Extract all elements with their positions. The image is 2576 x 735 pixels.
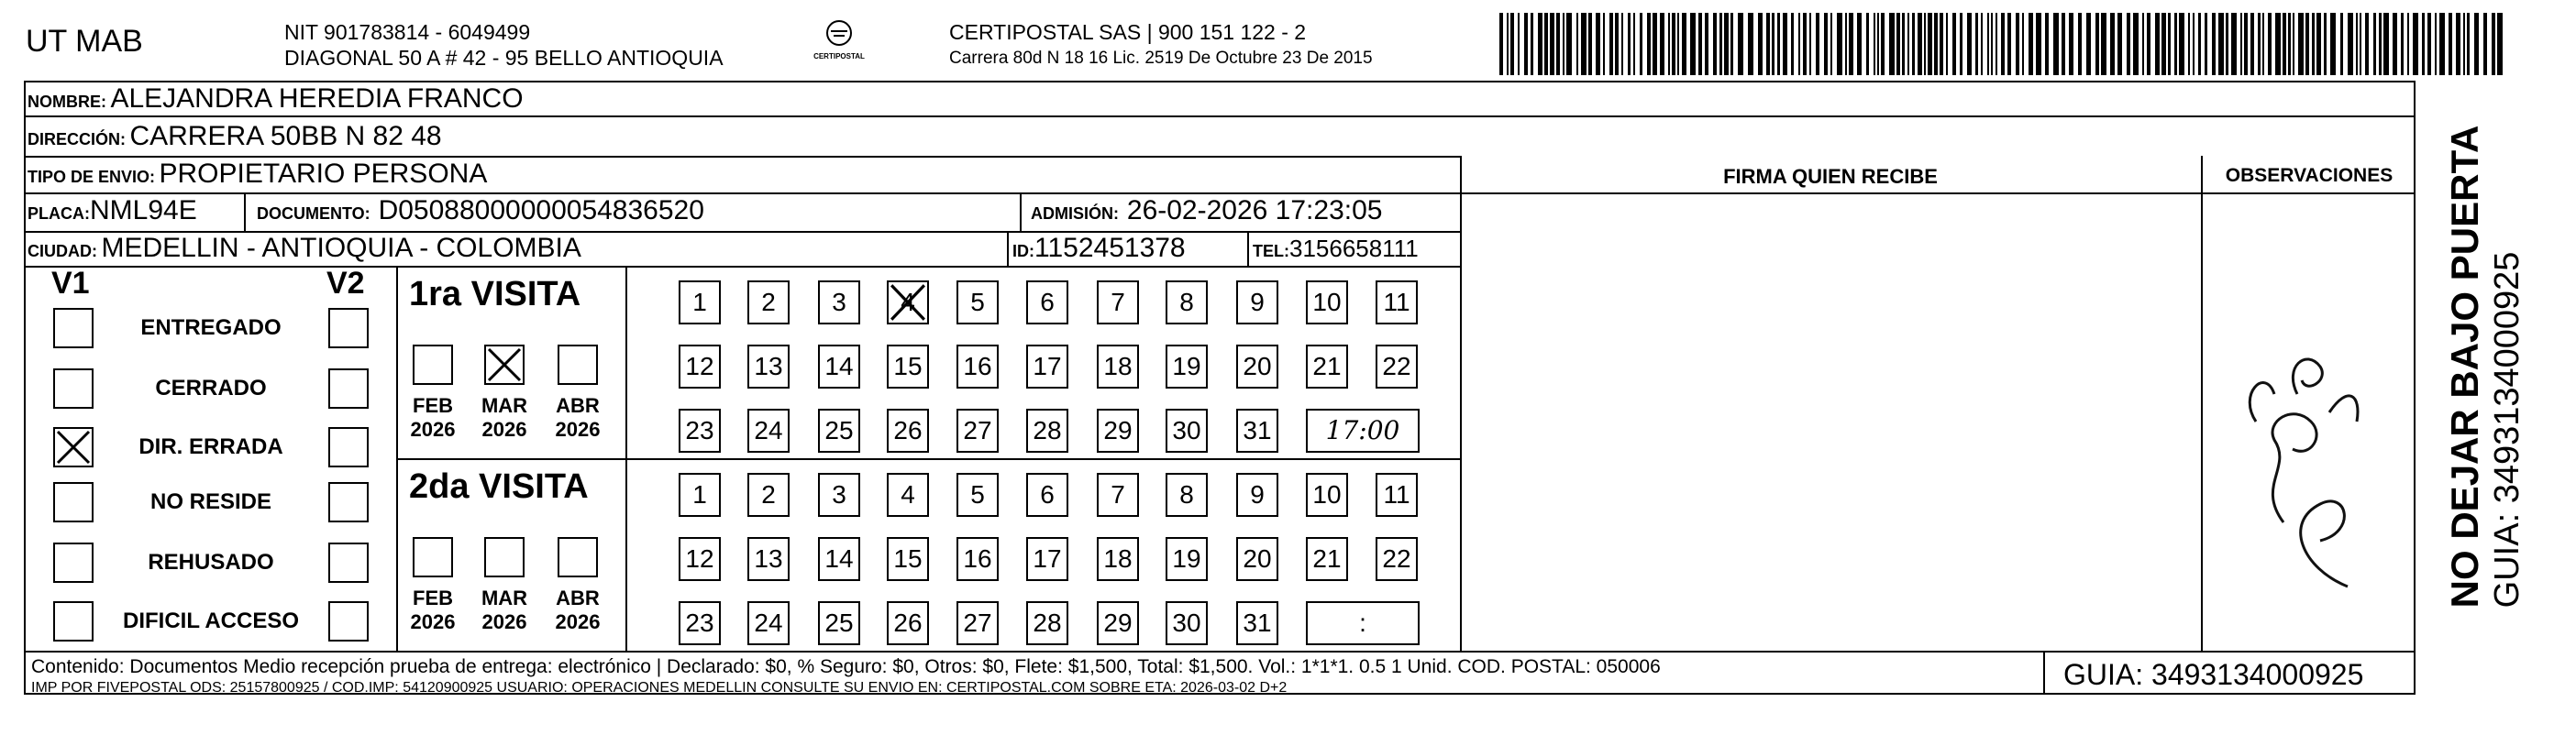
month-year: 2026 <box>410 610 456 633</box>
footer-imp: IMP POR FIVEPOSTAL ODS: 25157800925 / COD.IMP: 54120900925 USUARIO: OPERACIONES MEDELLIN CONSULTE SU ENVIO EN: CERTIPOSTAL.COM SOBRE ETA: 2026-03-02 D+2 <box>31 680 1288 696</box>
doc-label: DOCUMENTO: <box>257 204 370 223</box>
day-box[interactable]: 10 <box>1306 473 1348 517</box>
day-box[interactable]: 30 <box>1166 601 1208 645</box>
month-label: MAR <box>481 587 528 609</box>
month-checkbox[interactable] <box>558 537 598 577</box>
status-label: DIFICIL ACCESO <box>122 609 299 633</box>
day-box[interactable]: 2 <box>747 280 790 324</box>
day-box[interactable]: 31 <box>1236 409 1278 453</box>
footer-guia: GUIA: 3493134000925 <box>2063 658 2364 691</box>
status-v1-checkbox[interactable] <box>53 308 94 348</box>
city-label: CIUDAD: <box>28 242 97 260</box>
footer-content: Contenido: Documentos Medio recepción prueba de entrega: electrónico | Declarado: $0, % Seguro: $0, Otros: $0, Flete: $1,500, Total: $1,500. Vol.: 1*1*1. 0.5 1 Unid. COD. POSTAL: 050006 <box>31 656 1661 677</box>
day-box[interactable]: 25 <box>818 409 860 453</box>
day-box[interactable]: 29 <box>1097 601 1139 645</box>
day-box[interactable]: 7 <box>1097 280 1139 324</box>
status-v2-checkbox[interactable] <box>328 308 369 348</box>
day-box[interactable]: 19 <box>1166 537 1208 581</box>
day-box[interactable]: 20 <box>1236 345 1278 389</box>
day-box[interactable]: 16 <box>956 537 999 581</box>
day-box[interactable]: 22 <box>1376 537 1418 581</box>
day-box[interactable]: 1 <box>679 280 721 324</box>
day-box[interactable]: 31 <box>1236 601 1278 645</box>
day-box[interactable]: 17 <box>1026 345 1068 389</box>
day-box[interactable]: 23 <box>679 409 721 453</box>
day-box[interactable]: 14 <box>818 537 860 581</box>
side-warning: NO DEJAR BAJO PUERTA <box>2443 125 2486 609</box>
status-label: ENTREGADO <box>140 315 282 340</box>
visit2-title: 2da VISITA <box>409 467 589 506</box>
day-box[interactable]: 27 <box>956 409 999 453</box>
status-v1-checkbox[interactable] <box>53 601 94 642</box>
status-v1-checkbox[interactable] <box>53 482 94 522</box>
status-v1-checkbox[interactable] <box>53 543 94 583</box>
month-label: FEB <box>413 394 453 417</box>
tel-row <box>1253 235 1419 263</box>
month-year: 2026 <box>481 418 527 441</box>
barcode <box>1499 13 2508 75</box>
id-label: ID: <box>1012 242 1034 260</box>
status-label: DIR. ERRADA <box>138 434 283 459</box>
time-box[interactable]: 17:00 <box>1306 409 1420 453</box>
day-box[interactable]: 8 <box>1166 280 1208 324</box>
status-v2-checkbox[interactable] <box>328 601 369 642</box>
day-box[interactable]: 3 <box>818 473 860 517</box>
admission-value: 26-02-2026 17:23:05 <box>1126 195 1383 225</box>
plate-value: NML94E <box>90 195 197 225</box>
day-box[interactable]: 28 <box>1026 601 1068 645</box>
month-year: 2026 <box>555 610 601 633</box>
day-box[interactable]: 19 <box>1166 345 1208 389</box>
day-box[interactable]: 11 <box>1376 473 1418 517</box>
logo-text: CERTIPOSTAL <box>813 52 865 60</box>
day-box[interactable]: 18 <box>1097 537 1139 581</box>
city-value: MEDELLIN - ANTIOQUIA - COLOMBIA <box>101 233 581 263</box>
tel-label: TEL: <box>1253 242 1289 260</box>
day-box[interactable] <box>887 280 929 324</box>
day-box[interactable]: 14 <box>818 345 860 389</box>
month-label: FEB <box>413 587 453 609</box>
status-v2-checkbox[interactable] <box>328 482 369 522</box>
day-box[interactable]: 13 <box>747 537 790 581</box>
day-box[interactable]: 15 <box>887 345 929 389</box>
day-box[interactable]: 26 <box>887 409 929 453</box>
month-label: ABR <box>556 587 600 609</box>
day-box[interactable]: 29 <box>1097 409 1139 453</box>
type-row <box>28 159 487 190</box>
month-year: 2026 <box>555 418 601 441</box>
time-box[interactable]: : <box>1306 601 1420 645</box>
day-box[interactable]: 9 <box>1236 473 1278 517</box>
status-v2-checkbox[interactable] <box>328 427 369 467</box>
month-checkbox[interactable] <box>558 345 598 385</box>
day-box[interactable]: 24 <box>747 601 790 645</box>
day-box[interactable]: 12 <box>679 537 721 581</box>
company-name: UT MAB <box>26 24 143 59</box>
status-v1-checkbox[interactable] <box>53 427 94 467</box>
doc-value: D05088000000054836520 <box>378 195 704 225</box>
admission-label: ADMISIÓN: <box>1031 204 1119 223</box>
day-box[interactable]: 26 <box>887 601 929 645</box>
side-guia: GUIA: 3493134000925 <box>2488 251 2526 609</box>
type-value: PROPIETARIO PERSONA <box>159 159 488 189</box>
day-box[interactable]: 16 <box>956 345 999 389</box>
logo-icon <box>821 18 857 49</box>
status-label: REHUSADO <box>148 550 274 575</box>
address-label: DIRECCIÓN: <box>28 130 126 148</box>
certipostal-logo <box>807 18 871 70</box>
day-box[interactable]: 13 <box>747 345 790 389</box>
day-box[interactable]: 28 <box>1026 409 1068 453</box>
day-box[interactable]: 12 <box>679 345 721 389</box>
month-checkbox[interactable] <box>413 345 453 385</box>
month-year: 2026 <box>481 610 527 633</box>
day-box[interactable]: 6 <box>1026 280 1068 324</box>
carrier-license: Carrera 80d N 18 16 Lic. 2519 De Octubre 23 De 2015 <box>949 49 1373 68</box>
city-row <box>28 233 581 264</box>
plate-label: PLACA: <box>28 204 90 223</box>
month-checkbox[interactable] <box>413 537 453 577</box>
name-row <box>28 83 524 115</box>
x-mark-icon <box>486 346 523 383</box>
day-box[interactable]: 8 <box>1166 473 1208 517</box>
day-box[interactable]: 11 <box>1376 280 1418 324</box>
day-box[interactable]: 7 <box>1097 473 1139 517</box>
day-box[interactable]: 6 <box>1026 473 1068 517</box>
name-label: NOMBRE: <box>28 93 106 111</box>
visit1-title: 1ra VISITA <box>409 275 581 313</box>
day-box[interactable]: 9 <box>1236 280 1278 324</box>
day-box[interactable]: 21 <box>1306 345 1348 389</box>
day-box[interactable]: 15 <box>887 537 929 581</box>
day-box[interactable]: 17 <box>1026 537 1068 581</box>
day-box[interactable]: 5 <box>956 473 999 517</box>
company-nit: NIT 901783814 - 6049499 <box>284 20 531 44</box>
type-label: TIPO DE ENVIO: <box>28 168 156 186</box>
status-label: CERRADO <box>155 376 267 400</box>
admission-row <box>1031 195 1382 226</box>
day-box[interactable]: 20 <box>1236 537 1278 581</box>
day-box[interactable]: 24 <box>747 409 790 453</box>
x-mark-icon <box>55 429 92 466</box>
month-checkbox[interactable] <box>484 345 525 385</box>
signature-header: FIRMA QUIEN RECIBE <box>1723 165 1938 188</box>
observations-header: OBSERVACIONES <box>2225 165 2394 186</box>
v1-header: V1 <box>51 266 90 301</box>
v2-header: V2 <box>326 266 365 301</box>
month-label: ABR <box>556 394 600 417</box>
day-box[interactable]: 4 <box>887 473 929 517</box>
status-v1-checkbox[interactable] <box>53 368 94 409</box>
address-row <box>28 121 442 152</box>
id-row <box>1012 233 1186 264</box>
day-box[interactable]: 25 <box>818 601 860 645</box>
month-checkbox[interactable] <box>484 537 525 577</box>
day-box[interactable]: 10 <box>1306 280 1348 324</box>
month-label: MAR <box>481 394 528 417</box>
day-box[interactable]: 22 <box>1376 345 1418 389</box>
month-year: 2026 <box>410 418 456 441</box>
day-box[interactable]: 30 <box>1166 409 1208 453</box>
status-v2-checkbox[interactable] <box>328 368 369 409</box>
status-v2-checkbox[interactable] <box>328 543 369 583</box>
side-text <box>2421 110 2549 623</box>
day-box[interactable]: 1 <box>679 473 721 517</box>
day-box[interactable]: 5 <box>956 280 999 324</box>
id-value: 1152451378 <box>1034 233 1186 263</box>
doc-row <box>257 195 704 226</box>
day-box[interactable]: 3 <box>818 280 860 324</box>
company-address: DIAGONAL 50 A # 42 - 95 BELLO ANTIOQUIA <box>284 46 724 70</box>
tel-value: 3156658111 <box>1289 235 1419 262</box>
carrier-name: CERTIPOSTAL SAS | 900 151 122 - 2 <box>949 20 1307 44</box>
day-box[interactable]: 27 <box>956 601 999 645</box>
day-box[interactable]: 23 <box>679 601 721 645</box>
day-box[interactable]: 21 <box>1306 537 1348 581</box>
day-number: 4 <box>901 288 915 316</box>
handwritten-signature <box>2219 293 2375 605</box>
plate-row <box>28 195 197 226</box>
address-value: CARRERA 50BB N 82 48 <box>129 121 442 151</box>
day-box[interactable]: 2 <box>747 473 790 517</box>
day-box[interactable]: 18 <box>1097 345 1139 389</box>
name-value: ALEJANDRA HEREDIA FRANCO <box>110 83 524 114</box>
status-label: NO RESIDE <box>149 489 272 514</box>
